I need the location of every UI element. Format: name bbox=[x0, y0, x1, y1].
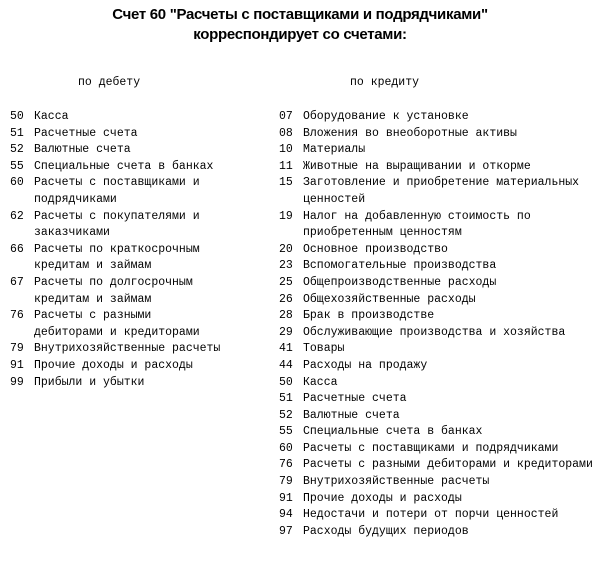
debit-account-item bbox=[10, 275, 224, 308]
credit-account-item bbox=[279, 109, 600, 126]
account-name: Расходы будущих периодов bbox=[303, 524, 469, 538]
account-code: 51 bbox=[10, 126, 24, 140]
account-code: 94 bbox=[279, 508, 293, 522]
account-name: Обслуживающие производства и хозяйства bbox=[303, 325, 566, 339]
debit-account-item bbox=[10, 159, 224, 176]
account-name: Специальные счета в банках bbox=[303, 425, 483, 439]
account-code: 15 bbox=[279, 176, 293, 190]
credit-column-heading: по кредиту bbox=[350, 76, 420, 89]
account-code: 79 bbox=[10, 342, 24, 356]
account-code: 50 bbox=[279, 375, 293, 389]
account-name: Материалы bbox=[303, 143, 366, 157]
account-name: Расчеты с поставщиками и подрядчиками bbox=[303, 441, 559, 455]
debit-account-item bbox=[10, 358, 224, 375]
credit-account-item bbox=[279, 524, 600, 541]
account-code: 76 bbox=[10, 309, 24, 323]
account-name: Вспомогательные производства bbox=[303, 259, 497, 273]
title-line-1: Счет 60 "Расчеты с поставщиками и подрядчиками" bbox=[112, 6, 488, 23]
account-name: Расчеты с разными дебиторами и кредиторами bbox=[34, 309, 200, 339]
account-code: 91 bbox=[10, 358, 24, 372]
debit-account-item bbox=[10, 175, 224, 208]
account-code: 99 bbox=[10, 375, 24, 389]
account-code: 23 bbox=[279, 259, 293, 273]
account-name: Общехозяйственные расходы bbox=[303, 292, 476, 306]
account-name: Вложения во внеоборотные активы bbox=[303, 126, 517, 140]
credit-account-item bbox=[279, 159, 600, 176]
credit-account-item bbox=[279, 491, 600, 508]
account-code: 10 bbox=[279, 143, 293, 157]
credit-account-item bbox=[279, 292, 600, 309]
account-name: Расчеты с разными дебиторами и кредиторами bbox=[303, 458, 593, 472]
account-code: 91 bbox=[279, 491, 293, 505]
account-code: 19 bbox=[279, 209, 293, 223]
debit-account-item bbox=[10, 308, 224, 341]
credit-account-item bbox=[279, 142, 600, 159]
account-code: 25 bbox=[279, 275, 293, 289]
account-name: Заготовление и приобретение материальных ценностей bbox=[303, 176, 586, 206]
account-code: 60 bbox=[10, 176, 24, 190]
debit-account-item bbox=[10, 109, 224, 126]
page-title bbox=[0, 5, 600, 45]
account-name: Налог на добавленную стоимость по приобретенным ценностям bbox=[303, 209, 538, 240]
credit-account-item bbox=[279, 341, 600, 358]
debit-account-list bbox=[10, 109, 224, 391]
debit-column-heading: по дебету bbox=[78, 76, 141, 89]
account-code: 52 bbox=[279, 408, 293, 422]
credit-account-item bbox=[279, 275, 600, 292]
account-name: Оборудование к установке bbox=[303, 110, 469, 123]
credit-account-item bbox=[279, 358, 600, 375]
account-code: 52 bbox=[10, 143, 24, 157]
account-name: Прибыли и убытки bbox=[34, 375, 145, 389]
account-code: 76 bbox=[279, 458, 293, 472]
account-name: Внутрихозяйственные расчеты bbox=[34, 342, 221, 356]
account-code: 07 bbox=[279, 110, 293, 123]
account-code: 44 bbox=[279, 358, 293, 372]
account-name: Животные на выращивании и откорме bbox=[303, 159, 531, 173]
account-name: Касса bbox=[303, 375, 338, 389]
account-name: Касса bbox=[34, 110, 69, 123]
account-code: 50 bbox=[10, 110, 24, 123]
debit-account-item bbox=[10, 209, 224, 242]
account-name: Недостачи и потери от порчи ценностей bbox=[303, 508, 559, 522]
title-line-2: корреспондирует со счетами: bbox=[193, 26, 407, 43]
credit-account-item bbox=[279, 126, 600, 143]
account-code: 97 bbox=[279, 524, 293, 538]
account-name: Товары bbox=[303, 342, 345, 356]
account-code: 20 bbox=[279, 242, 293, 256]
account-name: Расчеты по долгосрочным кредитам и займам bbox=[34, 275, 200, 306]
debit-account-item bbox=[10, 142, 224, 159]
credit-account-item bbox=[279, 308, 600, 325]
credit-account-item bbox=[279, 408, 600, 425]
account-code: 26 bbox=[279, 292, 293, 306]
credit-account-item bbox=[279, 209, 600, 242]
credit-account-item bbox=[279, 424, 600, 441]
account-code: 62 bbox=[10, 209, 24, 223]
account-name: Валютные счета bbox=[303, 408, 400, 422]
account-name: Специальные счета в банках bbox=[34, 159, 214, 173]
account-code: 79 bbox=[279, 475, 293, 489]
account-name: Расчеты с поставщиками и подрядчиками bbox=[34, 176, 207, 206]
debit-account-item bbox=[10, 341, 224, 358]
account-code: 60 bbox=[279, 441, 293, 455]
credit-account-item bbox=[279, 441, 600, 458]
account-code: 41 bbox=[279, 342, 293, 356]
debit-account-item bbox=[10, 242, 224, 275]
account-name: Общепроизводственные расходы bbox=[303, 275, 497, 289]
credit-account-item bbox=[279, 391, 600, 408]
account-name: Расчеты с покупателями и заказчиками bbox=[34, 209, 207, 240]
credit-account-item bbox=[279, 457, 600, 474]
account-name: Брак в производстве bbox=[303, 309, 435, 323]
credit-account-item bbox=[279, 258, 600, 275]
credit-account-item bbox=[279, 242, 600, 259]
credit-account-item bbox=[279, 175, 600, 208]
debit-account-item bbox=[10, 126, 224, 143]
credit-account-item bbox=[279, 325, 600, 342]
account-code: 08 bbox=[279, 126, 293, 140]
account-code: 67 bbox=[10, 275, 24, 289]
account-name: Прочие доходы и расходы bbox=[34, 358, 193, 372]
account-name: Расчетные счета bbox=[303, 392, 407, 406]
account-name: Расчетные счета bbox=[34, 126, 138, 140]
account-name: Прочие доходы и расходы bbox=[303, 491, 462, 505]
credit-account-item bbox=[279, 474, 600, 491]
account-name: Основное производство bbox=[303, 242, 448, 256]
account-code: 51 bbox=[279, 392, 293, 406]
account-code: 29 bbox=[279, 325, 293, 339]
account-code: 66 bbox=[10, 242, 24, 256]
account-name: Расчеты по краткосрочным кредитам и займам bbox=[34, 242, 207, 273]
credit-account-list bbox=[279, 109, 600, 540]
account-code: 55 bbox=[279, 425, 293, 439]
credit-account-item bbox=[279, 375, 600, 392]
debit-account-item bbox=[10, 375, 224, 392]
account-name: Расходы на продажу bbox=[303, 358, 428, 372]
account-name: Внутрихозяйственные расчеты bbox=[303, 475, 490, 489]
account-code: 55 bbox=[10, 159, 24, 173]
account-code: 28 bbox=[279, 309, 293, 323]
credit-account-item bbox=[279, 507, 600, 524]
account-code: 11 bbox=[279, 159, 293, 173]
account-name: Валютные счета bbox=[34, 143, 131, 157]
